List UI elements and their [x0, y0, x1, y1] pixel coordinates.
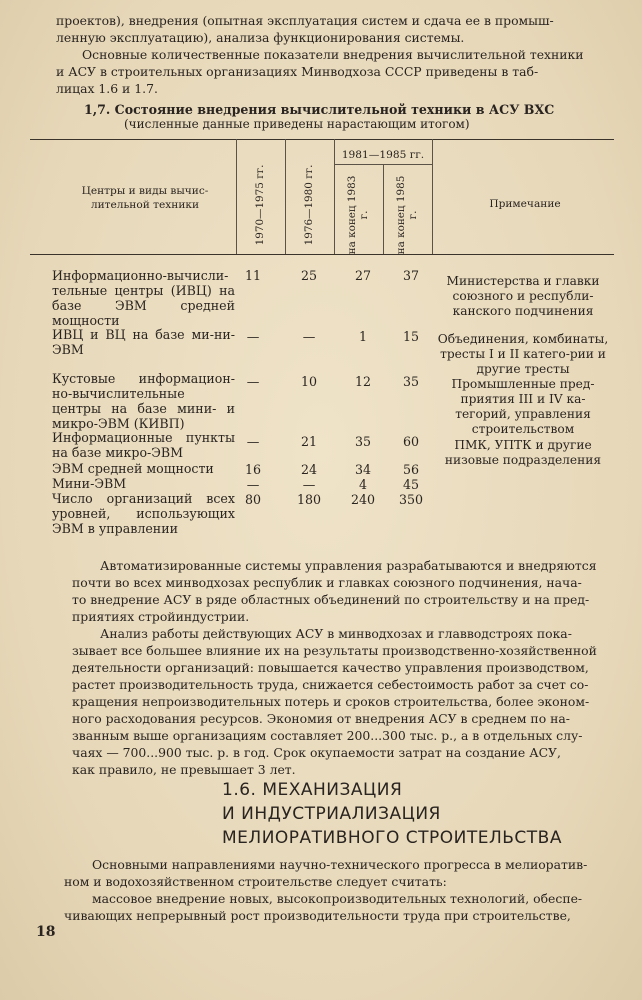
table-cell: —: [246, 434, 260, 449]
table-cell: 16: [244, 462, 262, 477]
table-note: ПМК, УПТК и другие низовые подразделения: [444, 438, 602, 467]
table-top-rule: [30, 139, 614, 140]
intro-line: и АСУ в строительных организациях Минводхоза СССР приведены в таб-: [56, 64, 539, 79]
col-divider: [285, 139, 286, 254]
paragraph-1: [72, 557, 612, 625]
intro-line: Основные количественные показатели внедрения вычислительной техники: [82, 47, 584, 62]
table-cell: —: [246, 374, 260, 389]
table-cell: —: [302, 329, 316, 344]
paragraph-line: как правило, не превышает 3 лет.: [72, 762, 296, 777]
table-row-label: Информационно-вычисли-тельные центры (ИВЦ) на базе ЭВМ средней мощности: [52, 268, 235, 328]
table-row-label: ИВЦ и ВЦ на базе ми-ни-ЭВМ: [52, 327, 235, 357]
table-caption: 1,7. Состояние внедрения вычислительной техники в АСУ ВХС: [84, 102, 555, 117]
col-header-1976-1980: 1976—1980 гг.: [303, 164, 315, 246]
paragraph-line: то внедрение АСУ в ряде областных объединений по строительству и на пред-: [72, 592, 590, 607]
paragraph-line: кращения непроизводительных потерь и сроков строительства, более эконом-: [72, 694, 590, 709]
table-cell: 37: [402, 268, 420, 283]
paragraph-line: чивающих непрерывный рост производительности труда при строительстве,: [64, 908, 571, 923]
col-divider: [236, 139, 237, 254]
paragraph-line: ном и водохозяйственном строительстве следует считать:: [64, 874, 447, 889]
table-cell: 12: [354, 374, 372, 389]
paragraph-line: Основными направлениями научно-технического прогресса в мелиоратив-: [92, 857, 588, 872]
table-row-label: Мини-ЭВМ: [52, 476, 127, 491]
table-cell: 11: [244, 268, 262, 283]
paragraph-line: массовое внедрение новых, высокопроизводительных технологий, обеспе-: [92, 891, 583, 906]
col-divider: [432, 139, 433, 254]
table-row-label: ЭВМ средней мощности: [52, 461, 214, 476]
table-cell: 56: [402, 462, 420, 477]
paragraph-line: деятельности организаций: повышается качество управления производством,: [72, 660, 589, 675]
intro-line: лицах 1.6 и 1.7.: [56, 81, 158, 96]
table-row-label: Информационные пункты на базе микро-ЭВМ: [52, 430, 235, 460]
paragraph-2: [72, 625, 612, 778]
table-caption-block: [84, 102, 604, 131]
col-header-centers: Центры и виды вычис-лительной техники: [81, 185, 209, 211]
table-header-bottom-rule: [30, 254, 614, 255]
col-header-end-1983: на конец 1983 г.: [346, 175, 370, 255]
table-cell: 34: [354, 462, 372, 477]
table-cell: 35: [402, 374, 420, 389]
paragraph-line: растет производительность труда, снижается себестоимость работ за счет со-: [72, 677, 589, 692]
table-note: Промышленные пред-приятия III и IV ка-тегорий, управления строительством: [451, 377, 595, 436]
table-cell: 27: [354, 268, 372, 283]
table-cell: 24: [300, 462, 318, 477]
col-header-1970-1975: 1970—1975 гг.: [254, 164, 266, 246]
table-cell: 60: [402, 434, 420, 449]
table-subcaption: (численные данные приведены нарастающим итогом): [124, 117, 470, 131]
table-cell: 240: [350, 492, 376, 507]
intro-line: проектов), внедрения (опытная эксплуатация систем и сдача ее в промыш-: [56, 13, 554, 28]
paragraph-line: зывает все большее влияние их на результаты производственно-хозяйственной: [72, 643, 597, 658]
table-cell: 180: [296, 492, 322, 507]
paragraph-line: Анализ работы действующих АСУ в минводхозах и главводстроях пока-: [100, 626, 572, 641]
page-number: 18: [36, 924, 56, 940]
table-row-label: Число организаций всех уровней, использующих ЭВМ в управлении: [52, 491, 235, 536]
section-heading-line-3: МЕЛИОРАТИВНОГО СТРОИТЕЛЬСТВА: [222, 828, 562, 848]
table-cell: 25: [300, 268, 318, 283]
section-heading-line-1: 1.6. МЕХАНИЗАЦИЯ: [222, 780, 403, 800]
table-note: Объединения, комбинаты, тресты I и II катего-рии и другие тресты: [437, 332, 609, 376]
table-cell: —: [302, 477, 316, 492]
paragraph-line: почти во всех минводхозах республик и главках союзного подчинения, нача-: [72, 575, 582, 590]
table-cell: —: [246, 477, 260, 492]
table-cell: 15: [402, 329, 420, 344]
col-divider: [383, 164, 384, 254]
section-heading-line-2: И ИНДУСТРИАЛИЗАЦИЯ: [222, 804, 441, 824]
table-cell: 1: [358, 329, 367, 344]
col-header-note: Примечание: [489, 198, 561, 210]
table-cell: 80: [244, 492, 262, 507]
paragraph-3: [64, 856, 610, 924]
intro-text: [56, 12, 608, 97]
table-note: Министерства и главки союзного и республи-канского подчинения: [446, 274, 600, 318]
table-cell: 10: [300, 374, 318, 389]
paragraph-line: приятиях стройиндустрии.: [72, 609, 250, 624]
table-cell: 21: [300, 434, 318, 449]
table-cell: 35: [354, 434, 372, 449]
col-header-end-1985: на конец 1985 г.: [395, 175, 419, 255]
table-cell: 350: [398, 492, 424, 507]
table-row-label: Кустовые информацион-но-вычислительные центры на базе мини- и микро-ЭВМ (КИВП): [52, 371, 235, 431]
col-header-1981-1985: 1981—1985 гг.: [341, 149, 425, 161]
table-cell: 45: [402, 477, 420, 492]
paragraph-line: Автоматизированные системы управления разрабатываются и внедряются: [100, 558, 597, 573]
paragraph-line: званным выше организациям составляет 200...300 тыс. р., а в отдельных слу-: [72, 728, 583, 743]
intro-line: ленную эксплуатацию), анализа функционирования системы.: [56, 30, 465, 45]
paragraph-line: ного расходования ресурсов. Экономия от внедрения АСУ в среднем по на-: [72, 711, 570, 726]
table-cell: —: [246, 329, 260, 344]
table-cell: 4: [358, 477, 367, 492]
paragraph-line: чаях — 700...900 тыс. р. в год. Срок окупаемости затрат на создание АСУ,: [72, 745, 561, 760]
